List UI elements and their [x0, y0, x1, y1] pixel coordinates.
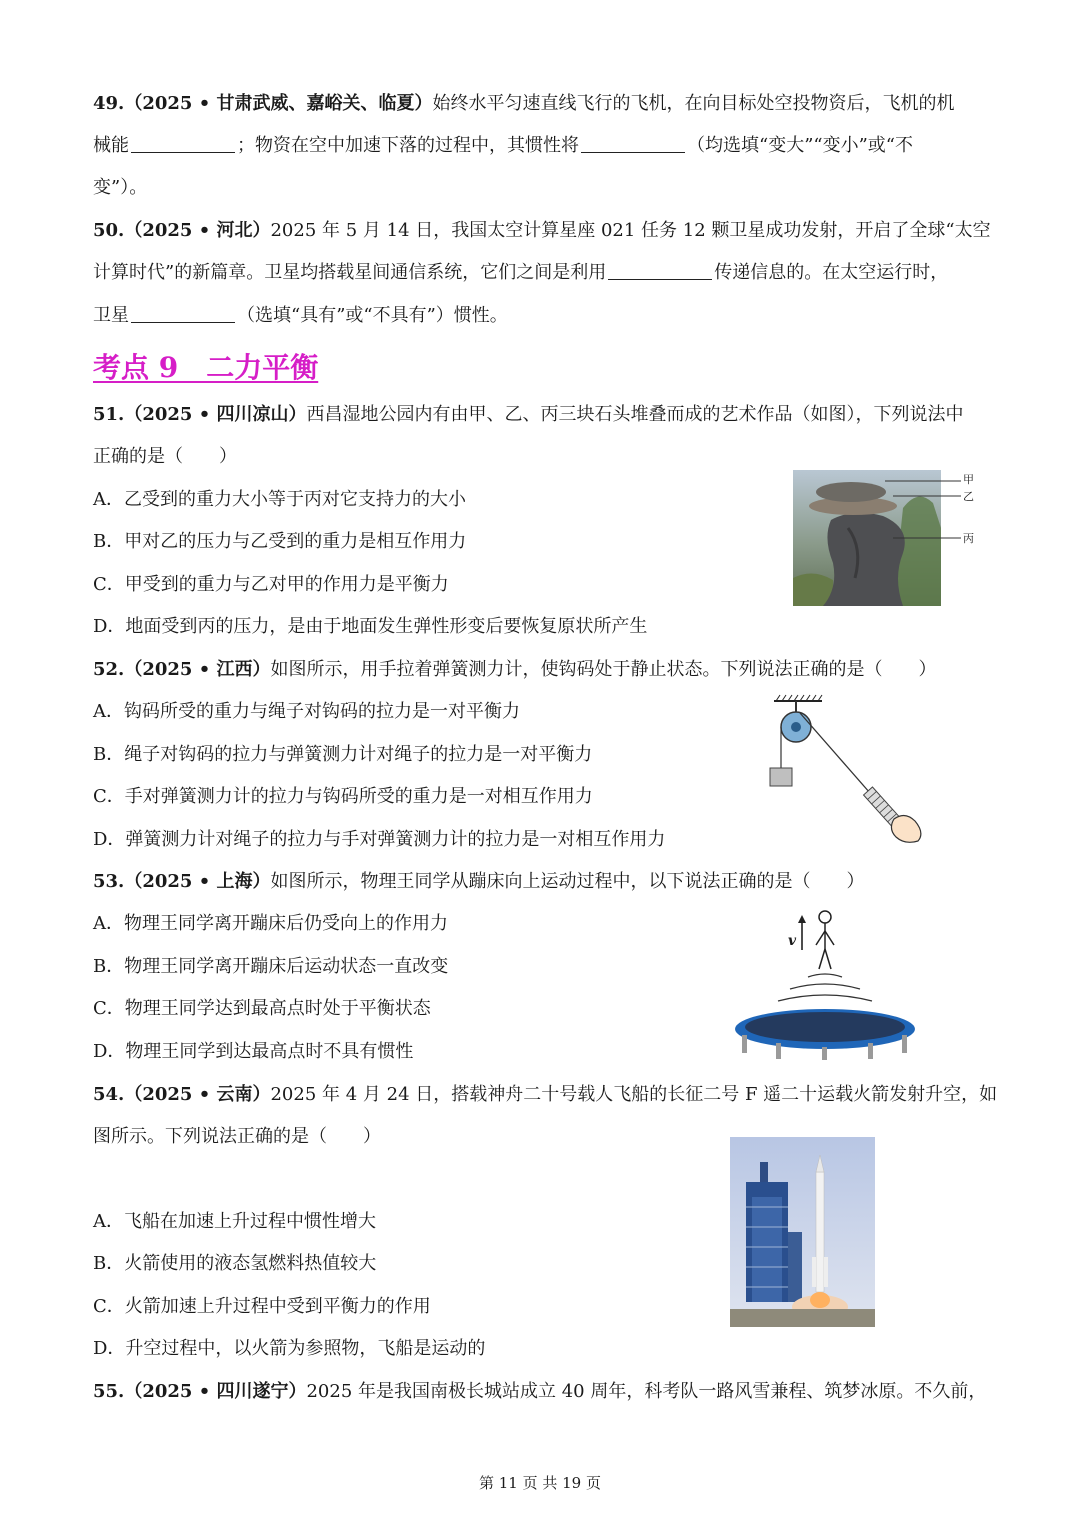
q53-number: 53. [93, 871, 125, 892]
q49-line2 [93, 134, 913, 158]
q52-option-d: D．弹簧测力计对绳子的拉力与手对弹簧测力计的拉力是一对相互作用力 [93, 829, 666, 850]
q51-option-b: B．甲对乙的压力与乙受到的重力是相互作用力 [93, 531, 467, 552]
q49-source: （2025 • 甘肃武威、嘉峪关、临夏） [124, 93, 433, 114]
stacked-stones-figure [793, 468, 978, 608]
q54-number: 54. [93, 1084, 125, 1105]
q49-text-a: 械能 [93, 135, 129, 156]
section-heading: 考点 9 二力平衡 [93, 351, 319, 384]
q50-text-b: 传递信息的。在太空运行时， [714, 262, 949, 283]
q53-option-c: C．物理王同学达到最高点时处于平衡状态 [93, 998, 431, 1019]
pulley-spring-scale-figure [760, 693, 930, 848]
q54-option-b: B．火箭使用的液态氢燃料热值较大 [93, 1253, 377, 1274]
q53-option-d: D．物理王同学到达最高点时不具有惯性 [93, 1041, 414, 1062]
q52-option-b: B．绳子对钩码的拉力与弹簧测力计对绳子的拉力是一对平衡力 [93, 744, 593, 765]
q51-source: （2025 • 四川凉山） [124, 404, 307, 425]
answer-blank[interactable] [608, 261, 712, 280]
trampoline-figure [730, 905, 920, 1060]
q51-text: 西昌湿地公园内有由甲、乙、丙三块石头堆叠而成的艺术作品（如图），下列说法中 [306, 404, 964, 425]
label-bing: 丙 [963, 532, 974, 545]
q50-line2 [93, 261, 948, 285]
q52-option-c: C．手对弹簧测力计的拉力与钩码所受的重力是一对相互作用力 [93, 786, 593, 807]
q49-text-b: ；物资在空中加速下落的过程中，其惯性将 [237, 135, 579, 156]
q53-option-b: B．物理王同学离开蹦床后运动状态一直改变 [93, 956, 449, 977]
q53-source: （2025 • 上海） [124, 871, 271, 892]
q52-number: 52. [93, 659, 125, 680]
q53-option-a: A．物理王同学离开蹦床后仍受向上的作用力 [93, 913, 448, 934]
q49-text: 始终水平匀速直线飞行的飞机，在向目标处空投物资后，飞机的机 [432, 93, 955, 114]
q52-option-a: A．钩码所受的重力与绳子对钩码的拉力是一对平衡力 [93, 701, 520, 722]
q51-option-d: D．地面受到丙的压力，是由于地面发生弹性形变后要恢复原状所产生 [93, 616, 648, 637]
q54-source: （2025 • 云南） [124, 1084, 271, 1105]
q50-text: 2025 年 5 月 14 日，我国太空计算星座 021 任务 12 颗卫星成功发射，开启了全球“太空 [270, 220, 991, 241]
q49-line1 [93, 92, 954, 116]
q54-line2: 图所示。下列说法正确的是（ ） [93, 1126, 381, 1147]
q50-source: （2025 • 河北） [124, 220, 271, 241]
q54-option-c: C．火箭加速上升过程中受到平衡力的作用 [93, 1296, 431, 1317]
q55-source: （2025 • 四川遂宁） [124, 1381, 307, 1402]
q50-text-a: 计算时代”的新篇章。卫星均搭载星间通信系统，它们之间是利用 [93, 262, 607, 283]
q50-line1 [93, 219, 991, 243]
answer-blank[interactable] [581, 134, 685, 153]
q49-text-c: （均选填“变大”“变小”或“不 [687, 135, 914, 156]
q50-number: 50. [93, 220, 125, 241]
q55-line1 [93, 1380, 986, 1404]
q55-number: 55. [93, 1381, 125, 1402]
rocket-launch-photo [730, 1137, 875, 1327]
q50-text-b: （选填“具有”或“不具有”）惯性。 [237, 305, 508, 326]
q55-text: 2025 年是我国南极长城站成立 40 周年，科考队一路风雪兼程、筑梦冰原。不久前， [306, 1381, 987, 1402]
q50-line3 [93, 304, 508, 328]
velocity-label: v [788, 933, 797, 949]
q50-text-a: 卫星 [93, 305, 129, 326]
q52-line1 [93, 658, 936, 682]
q52-source: （2025 • 江西） [124, 659, 271, 680]
q49-number: 49. [93, 93, 125, 114]
page-footer: 第 11 页 共 19 页 [478, 1474, 601, 1492]
q51-option-a: A．乙受到的重力大小等于丙对它支持力的大小 [93, 489, 466, 510]
q54-text: 2025 年 4 月 24 日，搭载神舟二十号载人飞船的长征二号 F 遥二十运载火箭发射升空，如 [270, 1084, 998, 1105]
q49-line3: 变”）。 [93, 177, 148, 198]
label-yi: 乙 [963, 490, 974, 503]
answer-blank[interactable] [131, 304, 235, 323]
q51-line2: 正确的是（ ） [93, 446, 237, 467]
q54-option-d: D．升空过程中，以火箭为参照物，飞船是运动的 [93, 1338, 486, 1359]
q54-option-a: A．飞船在加速上升过程中惯性增大 [93, 1211, 376, 1232]
q51-option-c: C．甲受到的重力与乙对甲的作用力是平衡力 [93, 574, 449, 595]
answer-blank[interactable] [131, 134, 235, 153]
q51-number: 51. [93, 404, 125, 425]
q52-text: 如图所示，用手拉着弹簧测力计，使钩码处于静止状态。下列说法正确的是（ ） [270, 659, 937, 680]
q53-line1 [93, 870, 864, 894]
q54-line1 [93, 1083, 997, 1107]
label-jia: 甲 [963, 473, 974, 486]
q53-text: 如图所示，物理王同学从蹦床向上运动过程中，以下说法正确的是（ ） [270, 871, 865, 892]
q51-line1 [93, 403, 963, 427]
